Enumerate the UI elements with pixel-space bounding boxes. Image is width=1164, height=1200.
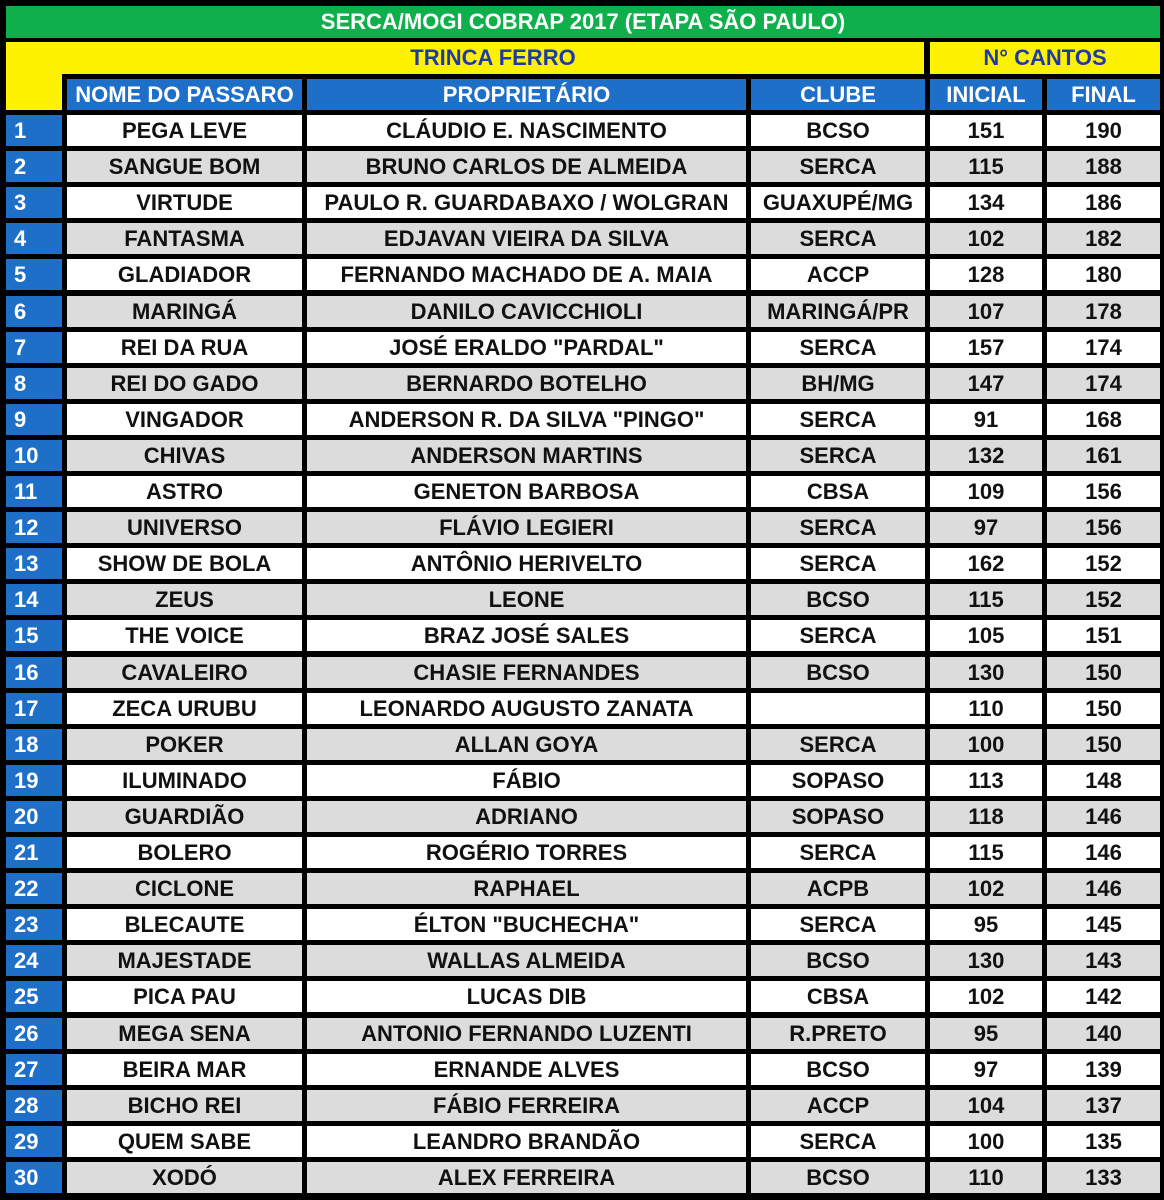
initial-count-cell: 151 (930, 115, 1042, 146)
club-cell: CBSA (751, 476, 925, 507)
final-count-cell: 150 (1047, 729, 1160, 760)
bird-name-cell: POKER (67, 729, 302, 760)
bird-name-cell: FANTASMA (67, 223, 302, 254)
final-count-cell: 148 (1047, 765, 1160, 796)
club-cell: BCSO (751, 1162, 925, 1193)
final-count-cell: 143 (1047, 945, 1160, 976)
position-cell: 22 (6, 873, 62, 904)
position-cell: 15 (6, 620, 62, 651)
final-count-cell: 146 (1047, 873, 1160, 904)
initial-count-cell: 115 (930, 151, 1042, 182)
position-cell: 25 (6, 981, 62, 1012)
owner-cell: CLÁUDIO E. NASCIMENTO (307, 115, 746, 146)
position-cell: 16 (6, 657, 62, 688)
club-cell: SERCA (751, 151, 925, 182)
initial-count-cell: 162 (930, 548, 1042, 579)
position-cell: 5 (6, 259, 62, 290)
position-cell: 21 (6, 837, 62, 868)
owner-cell: ANTONIO FERNANDO LUZENTI (307, 1018, 746, 1049)
final-count-cell: 135 (1047, 1126, 1160, 1157)
final-count-cell: 182 (1047, 223, 1160, 254)
club-cell: SERCA (751, 909, 925, 940)
club-cell: SERCA (751, 223, 925, 254)
column-header-initial: INICIAL (930, 79, 1042, 110)
final-count-cell: 186 (1047, 187, 1160, 218)
bird-name-cell: SHOW DE BOLA (67, 548, 302, 579)
initial-count-cell: 107 (930, 296, 1042, 327)
bird-name-cell: BICHO REI (67, 1090, 302, 1121)
owner-cell: BERNARDO BOTELHO (307, 368, 746, 399)
club-cell: GUAXUPÉ/MG (751, 187, 925, 218)
position-cell: 12 (6, 512, 62, 543)
owner-cell: GENETON BARBOSA (307, 476, 746, 507)
initial-count-cell: 147 (930, 368, 1042, 399)
owner-cell: BRUNO CARLOS DE ALMEIDA (307, 151, 746, 182)
owner-cell: RAPHAEL (307, 873, 746, 904)
bird-name-cell: XODÓ (67, 1162, 302, 1193)
club-cell: SERCA (751, 440, 925, 471)
position-cell: 8 (6, 368, 62, 399)
club-cell: BCSO (751, 945, 925, 976)
club-cell: BCSO (751, 115, 925, 146)
final-count-cell: 145 (1047, 909, 1160, 940)
bird-name-cell: GLADIADOR (67, 259, 302, 290)
cantos-header: N° CANTOS (930, 42, 1160, 74)
initial-count-cell: 130 (930, 657, 1042, 688)
final-count-cell: 156 (1047, 512, 1160, 543)
final-count-cell: 188 (1047, 151, 1160, 182)
club-cell: ACPB (751, 873, 925, 904)
owner-cell: LEONARDO AUGUSTO ZANATA (307, 693, 746, 724)
position-cell: 28 (6, 1090, 62, 1121)
position-cell: 3 (6, 187, 62, 218)
bird-name-cell: SANGUE BOM (67, 151, 302, 182)
final-count-cell: 152 (1047, 584, 1160, 615)
bird-name-cell: MARINGÁ (67, 296, 302, 327)
owner-cell: JOSÉ ERALDO "PARDAL" (307, 332, 746, 363)
club-cell (751, 693, 925, 724)
initial-count-cell: 132 (930, 440, 1042, 471)
bird-name-cell: MEGA SENA (67, 1018, 302, 1049)
club-cell: BCSO (751, 1054, 925, 1085)
final-count-cell: 140 (1047, 1018, 1160, 1049)
bird-name-cell: PEGA LEVE (67, 115, 302, 146)
bird-name-cell: MAJESTADE (67, 945, 302, 976)
club-cell: SOPASO (751, 765, 925, 796)
club-cell: SERCA (751, 1126, 925, 1157)
position-cell: 24 (6, 945, 62, 976)
owner-cell: FÁBIO FERREIRA (307, 1090, 746, 1121)
owner-cell: ERNANDE ALVES (307, 1054, 746, 1085)
position-cell: 2 (6, 151, 62, 182)
initial-count-cell: 102 (930, 873, 1042, 904)
club-cell: SERCA (751, 512, 925, 543)
bird-name-cell: THE VOICE (67, 620, 302, 651)
initial-count-cell: 100 (930, 1126, 1042, 1157)
final-count-cell: 146 (1047, 837, 1160, 868)
owner-cell: LUCAS DIB (307, 981, 746, 1012)
category-header: TRINCA FERRO (62, 42, 924, 74)
final-count-cell: 142 (1047, 981, 1160, 1012)
initial-count-cell: 95 (930, 1018, 1042, 1049)
bird-name-cell: ILUMINADO (67, 765, 302, 796)
owner-cell: ANDERSON R. DA SILVA "PINGO" (307, 404, 746, 435)
final-count-cell: 133 (1047, 1162, 1160, 1193)
initial-count-cell: 109 (930, 476, 1042, 507)
bird-name-cell: REI DO GADO (67, 368, 302, 399)
bird-name-cell: VINGADOR (67, 404, 302, 435)
owner-cell: WALLAS ALMEIDA (307, 945, 746, 976)
final-count-cell: 168 (1047, 404, 1160, 435)
final-count-cell: 152 (1047, 548, 1160, 579)
bird-name-cell: BLECAUTE (67, 909, 302, 940)
initial-count-cell: 110 (930, 693, 1042, 724)
club-cell: SERCA (751, 548, 925, 579)
initial-count-cell: 95 (930, 909, 1042, 940)
owner-cell: FÁBIO (307, 765, 746, 796)
initial-count-cell: 97 (930, 1054, 1042, 1085)
bird-name-cell: ASTRO (67, 476, 302, 507)
club-cell: SERCA (751, 404, 925, 435)
position-cell: 6 (6, 296, 62, 327)
initial-count-cell: 128 (930, 259, 1042, 290)
column-header-bird: NOME DO PASSARO (67, 79, 302, 110)
position-cell: 13 (6, 548, 62, 579)
initial-count-cell: 102 (930, 223, 1042, 254)
column-header-club: CLUBE (751, 79, 925, 110)
position-cell: 29 (6, 1126, 62, 1157)
bird-name-cell: REI DA RUA (67, 332, 302, 363)
final-count-cell: 139 (1047, 1054, 1160, 1085)
final-count-cell: 151 (1047, 620, 1160, 651)
initial-count-cell: 113 (930, 765, 1042, 796)
bird-name-cell: VIRTUDE (67, 187, 302, 218)
owner-cell: BRAZ JOSÉ SALES (307, 620, 746, 651)
owner-cell: PAULO R. GUARDABAXO / WOLGRAN (307, 187, 746, 218)
final-count-cell: 174 (1047, 368, 1160, 399)
initial-count-cell: 134 (930, 187, 1042, 218)
column-header-owner: PROPRIETÁRIO (307, 79, 746, 110)
bird-name-cell: CAVALEIRO (67, 657, 302, 688)
position-cell: 18 (6, 729, 62, 760)
final-count-cell: 190 (1047, 115, 1160, 146)
final-count-cell: 174 (1047, 332, 1160, 363)
table-title: SERCA/MOGI COBRAP 2017 (ETAPA SÃO PAULO) (6, 6, 1160, 38)
club-cell: BH/MG (751, 368, 925, 399)
owner-cell: FERNANDO MACHADO DE A. MAIA (307, 259, 746, 290)
bird-name-cell: CICLONE (67, 873, 302, 904)
final-count-cell: 161 (1047, 440, 1160, 471)
column-header-final: FINAL (1047, 79, 1160, 110)
owner-cell: ANDERSON MARTINS (307, 440, 746, 471)
initial-count-cell: 118 (930, 801, 1042, 832)
owner-cell: LEONE (307, 584, 746, 615)
club-cell: ACCP (751, 1090, 925, 1121)
initial-count-cell: 115 (930, 584, 1042, 615)
bird-name-cell: ZECA URUBU (67, 693, 302, 724)
position-cell: 11 (6, 476, 62, 507)
club-cell: CBSA (751, 981, 925, 1012)
club-cell: BCSO (751, 584, 925, 615)
position-cell: 17 (6, 693, 62, 724)
position-cell: 14 (6, 584, 62, 615)
owner-cell: ÉLTON "BUCHECHA" (307, 909, 746, 940)
bird-name-cell: ZEUS (67, 584, 302, 615)
initial-count-cell: 91 (930, 404, 1042, 435)
owner-cell: LEANDRO BRANDÃO (307, 1126, 746, 1157)
club-cell: SERCA (751, 332, 925, 363)
position-cell: 10 (6, 440, 62, 471)
initial-count-cell: 110 (930, 1162, 1042, 1193)
owner-cell: ALEX FERREIRA (307, 1162, 746, 1193)
bird-name-cell: UNIVERSO (67, 512, 302, 543)
initial-count-cell: 104 (930, 1090, 1042, 1121)
final-count-cell: 178 (1047, 296, 1160, 327)
initial-count-cell: 97 (930, 512, 1042, 543)
owner-cell: ROGÉRIO TORRES (307, 837, 746, 868)
owner-cell: ADRIANO (307, 801, 746, 832)
bird-name-cell: PICA PAU (67, 981, 302, 1012)
bird-name-cell: CHIVAS (67, 440, 302, 471)
bird-name-cell: BOLERO (67, 837, 302, 868)
initial-count-cell: 157 (930, 332, 1042, 363)
position-cell: 1 (6, 115, 62, 146)
position-cell: 9 (6, 404, 62, 435)
club-cell: ACCP (751, 259, 925, 290)
owner-cell: ANTÔNIO HERIVELTO (307, 548, 746, 579)
bird-name-cell: BEIRA MAR (67, 1054, 302, 1085)
initial-count-cell: 130 (930, 945, 1042, 976)
club-cell: BCSO (751, 657, 925, 688)
initial-count-cell: 100 (930, 729, 1042, 760)
owner-cell: DANILO CAVICCHIOLI (307, 296, 746, 327)
club-cell: R.PRETO (751, 1018, 925, 1049)
club-cell: SERCA (751, 729, 925, 760)
position-cell: 4 (6, 223, 62, 254)
club-cell: MARINGÁ/PR (751, 296, 925, 327)
owner-cell: ALLAN GOYA (307, 729, 746, 760)
final-count-cell: 146 (1047, 801, 1160, 832)
position-cell: 7 (6, 332, 62, 363)
initial-count-cell: 105 (930, 620, 1042, 651)
position-cell: 30 (6, 1162, 62, 1193)
header-corner (6, 42, 62, 110)
initial-count-cell: 115 (930, 837, 1042, 868)
final-count-cell: 137 (1047, 1090, 1160, 1121)
bird-name-cell: GUARDIÃO (67, 801, 302, 832)
final-count-cell: 150 (1047, 693, 1160, 724)
club-cell: SERCA (751, 620, 925, 651)
bird-name-cell: QUEM SABE (67, 1126, 302, 1157)
club-cell: SERCA (751, 837, 925, 868)
final-count-cell: 156 (1047, 476, 1160, 507)
club-cell: SOPASO (751, 801, 925, 832)
position-cell: 23 (6, 909, 62, 940)
owner-cell: CHASIE FERNANDES (307, 657, 746, 688)
owner-cell: EDJAVAN VIEIRA DA SILVA (307, 223, 746, 254)
position-cell: 19 (6, 765, 62, 796)
final-count-cell: 150 (1047, 657, 1160, 688)
final-count-cell: 180 (1047, 259, 1160, 290)
position-cell: 26 (6, 1018, 62, 1049)
owner-cell: FLÁVIO LEGIERI (307, 512, 746, 543)
initial-count-cell: 102 (930, 981, 1042, 1012)
position-cell: 20 (6, 801, 62, 832)
position-cell: 27 (6, 1054, 62, 1085)
